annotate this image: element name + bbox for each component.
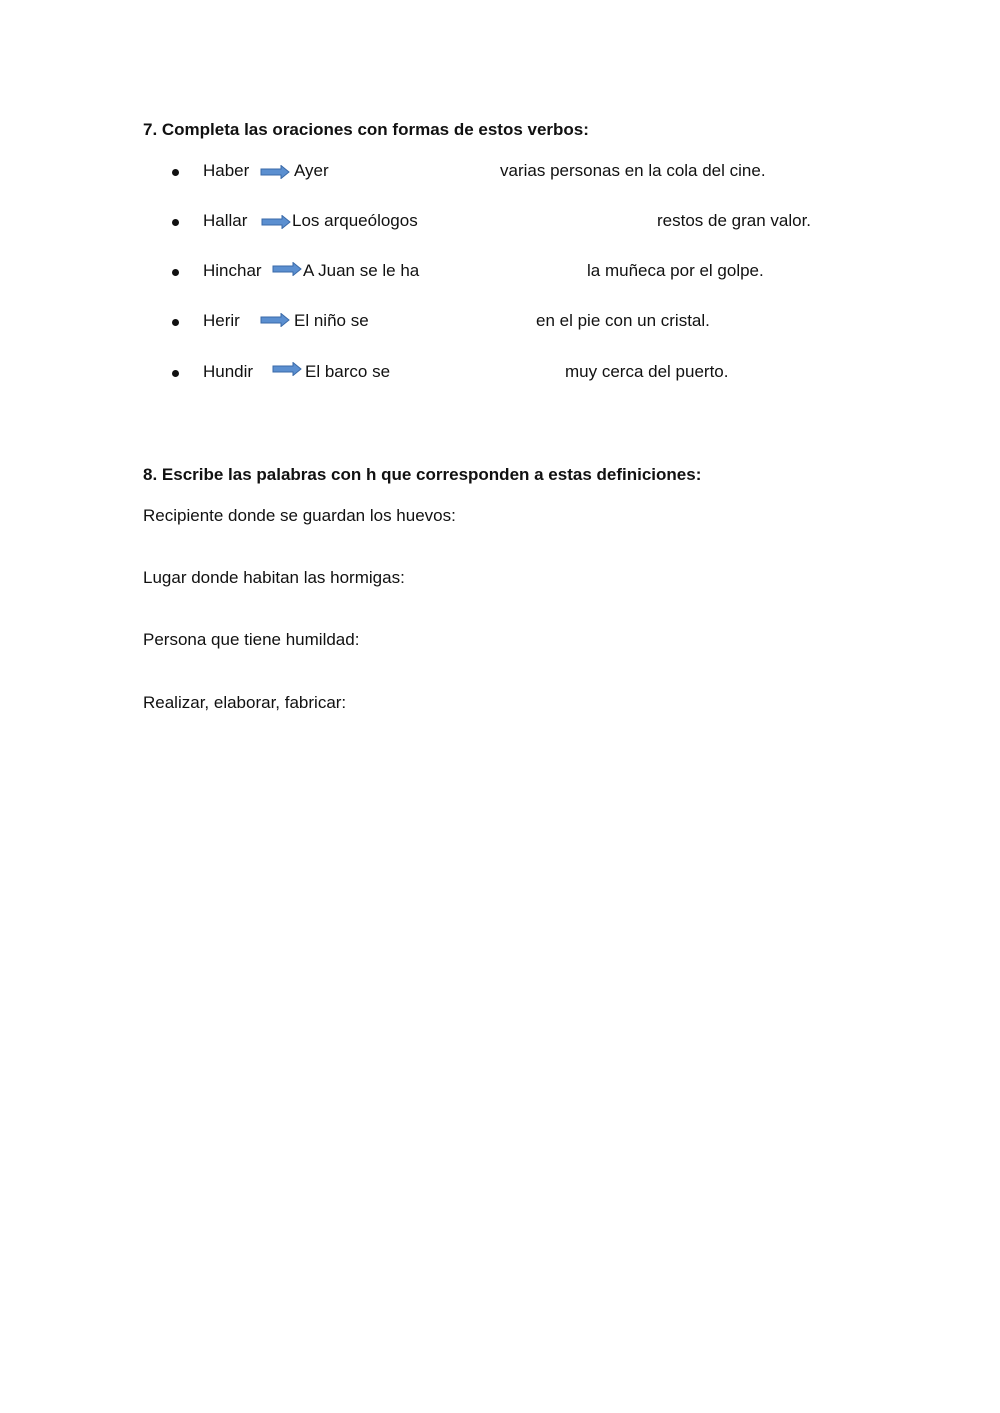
sentence-start: Los arqueólogos <box>292 211 418 230</box>
bullet-dot-icon <box>172 319 179 326</box>
sentence-end: en el pie con un cristal. <box>536 311 710 330</box>
definition-prompt: Lugar donde habitan las hormigas: <box>143 568 405 587</box>
bullet-dot-icon <box>172 370 179 377</box>
exercise-7-item <box>0 211 1000 235</box>
sentence-end: varias personas en la cola del cine. <box>500 161 766 180</box>
bullet-dot-icon <box>172 269 179 276</box>
verb-label: Hinchar <box>203 261 262 280</box>
bullet-dot-icon <box>172 219 179 226</box>
sentence-start: El niño se <box>294 311 369 330</box>
exercise-7-item <box>0 311 1000 335</box>
exercise-7-item <box>0 362 1000 386</box>
right-arrow-icon <box>260 165 290 179</box>
definition-prompt: Recipiente donde se guardan los huevos: <box>143 506 456 525</box>
sentence-start: El barco se <box>305 362 391 381</box>
verb-label: Haber <box>203 161 250 180</box>
right-arrow-icon <box>260 313 290 327</box>
right-arrow-icon <box>261 215 291 229</box>
sentence-start: Ayer <box>294 161 329 180</box>
sentence-end: muy cerca del puerto. <box>565 362 729 381</box>
definition-prompt: Persona que tiene humildad: <box>143 630 360 649</box>
sentence-end: la muñeca por el golpe. <box>587 261 764 280</box>
exercise-7-item <box>0 261 1000 285</box>
section-8-heading: 8. Escribe las palabras con h que corresponden a estas definiciones: <box>143 465 702 484</box>
sentence-end: restos de gran valor. <box>657 211 812 230</box>
bullet-dot-icon <box>172 169 179 176</box>
right-arrow-icon <box>272 362 302 376</box>
sentence-start: A Juan se le ha <box>303 261 420 280</box>
verb-label: Herir <box>203 311 240 330</box>
exercise-7-item <box>0 161 1000 185</box>
section-7-heading: 7. Completa las oraciones con formas de estos verbos: <box>143 120 589 139</box>
verb-label: Hallar <box>203 211 248 230</box>
verb-label: Hundir <box>203 362 254 381</box>
definition-prompt: Realizar, elaborar, fabricar: <box>143 693 347 712</box>
right-arrow-icon <box>272 262 302 276</box>
